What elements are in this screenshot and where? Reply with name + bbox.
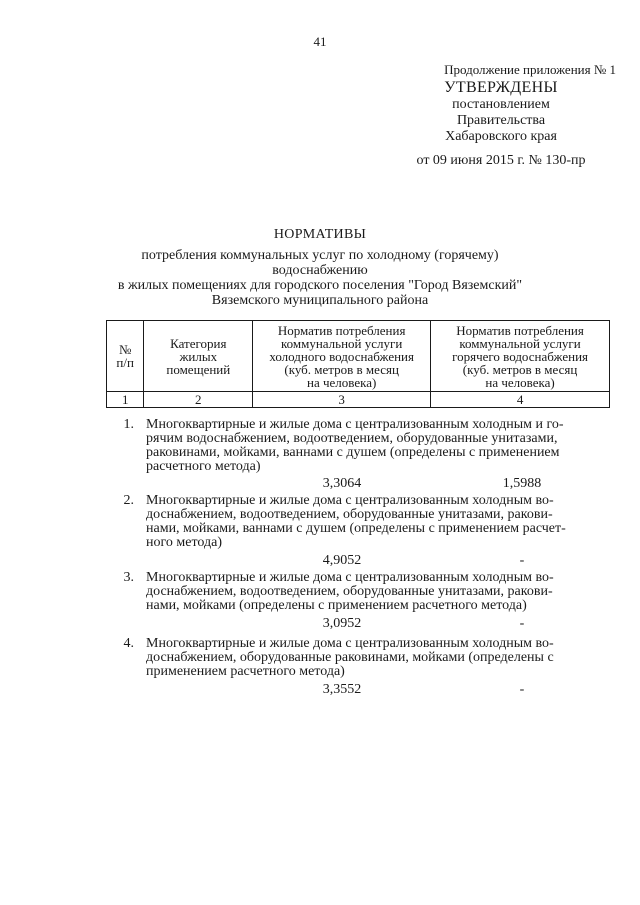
page-number: 41 (313, 34, 327, 49)
header-cell-number: № п/п (107, 321, 144, 392)
approved-heading: УТВЕРЖДЕНЫ (444, 79, 558, 96)
hot-water-value: - (519, 553, 525, 568)
document-title: НОРМАТИВЫ (273, 227, 367, 242)
approval-line-3: Хабаровского края (445, 129, 557, 144)
subtitle-line: Вяземского муниципального района (211, 293, 429, 308)
appendix-label: Продолжение приложения № 1 (444, 62, 616, 77)
cold-water-value: 3,3552 (322, 682, 362, 697)
table-header-row (107, 321, 610, 392)
column-number: 1 (107, 392, 144, 408)
hot-water-value: - (519, 616, 525, 631)
row-number: 2. (123, 493, 134, 508)
row-number: 4. (123, 636, 134, 651)
hot-water-value: - (519, 682, 525, 697)
header-cell-hot-norm: Норматив потребления коммунальной услуги горячего водоснабжения (куб. метров в месяц на человека) (431, 321, 610, 392)
subtitle-line: потребления коммунальных услуг по холодному (горячему) водоснабжению (141, 248, 499, 278)
column-number-row (107, 392, 610, 408)
column-number: 2 (144, 392, 253, 408)
cold-water-value: 4,9052 (322, 553, 362, 568)
row-number: 3. (123, 570, 134, 585)
approval-line-2: Правительства (456, 113, 546, 128)
row-description: Многоквартирные и жилые дома с централизованным холодным во- доснабжением, водоотведением, оборудованные унитазами, ракови- нами, мойками (определены с применением расчетного метода) (146, 570, 554, 613)
row-description: Многоквартирные и жилые дома с централизованным холодным во- доснабжением, оборудованные раковинами, мойками (определены с применением расчетного метода) (146, 636, 554, 679)
row-number: 1. (123, 417, 134, 432)
approval-date: от 09 июня 2015 г. № 130-пр (416, 153, 586, 168)
cold-water-value: 3,0952 (322, 616, 362, 631)
subtitle-line: в жилых помещениях для городского поселения "Город Вяземский" (117, 278, 523, 293)
row-description: Многоквартирные и жилые дома с централизованным холодным и го- рячим водоснабжением, водоотведением, оборудованные унитазами, раковинами, мойками, ваннами с душем (определены с применением расчетного метода) (146, 417, 564, 474)
approval-block (390, 62, 616, 169)
cold-water-value: 3,3064 (322, 476, 362, 491)
header-cell-category: Категория жилых помещений (144, 321, 253, 392)
row-description: Многоквартирные и жилые дома с централизованным холодным во- доснабжением, водоотведением, оборудованные унитазами, ракови- нами, мойками, ваннами с душем (определены с применением расчет- ного метода) (146, 493, 566, 550)
header-cell-cold-norm: Норматив потребления коммунальной услуги холодного водоснабжения (куб. метров в месяц на человека) (253, 321, 431, 392)
document-subtitle (100, 248, 540, 308)
hot-water-value: 1,5988 (502, 476, 542, 491)
column-number: 3 (253, 392, 431, 408)
norms-table (106, 320, 610, 408)
approval-line-1: постановлением (452, 97, 550, 112)
column-number: 4 (431, 392, 610, 408)
